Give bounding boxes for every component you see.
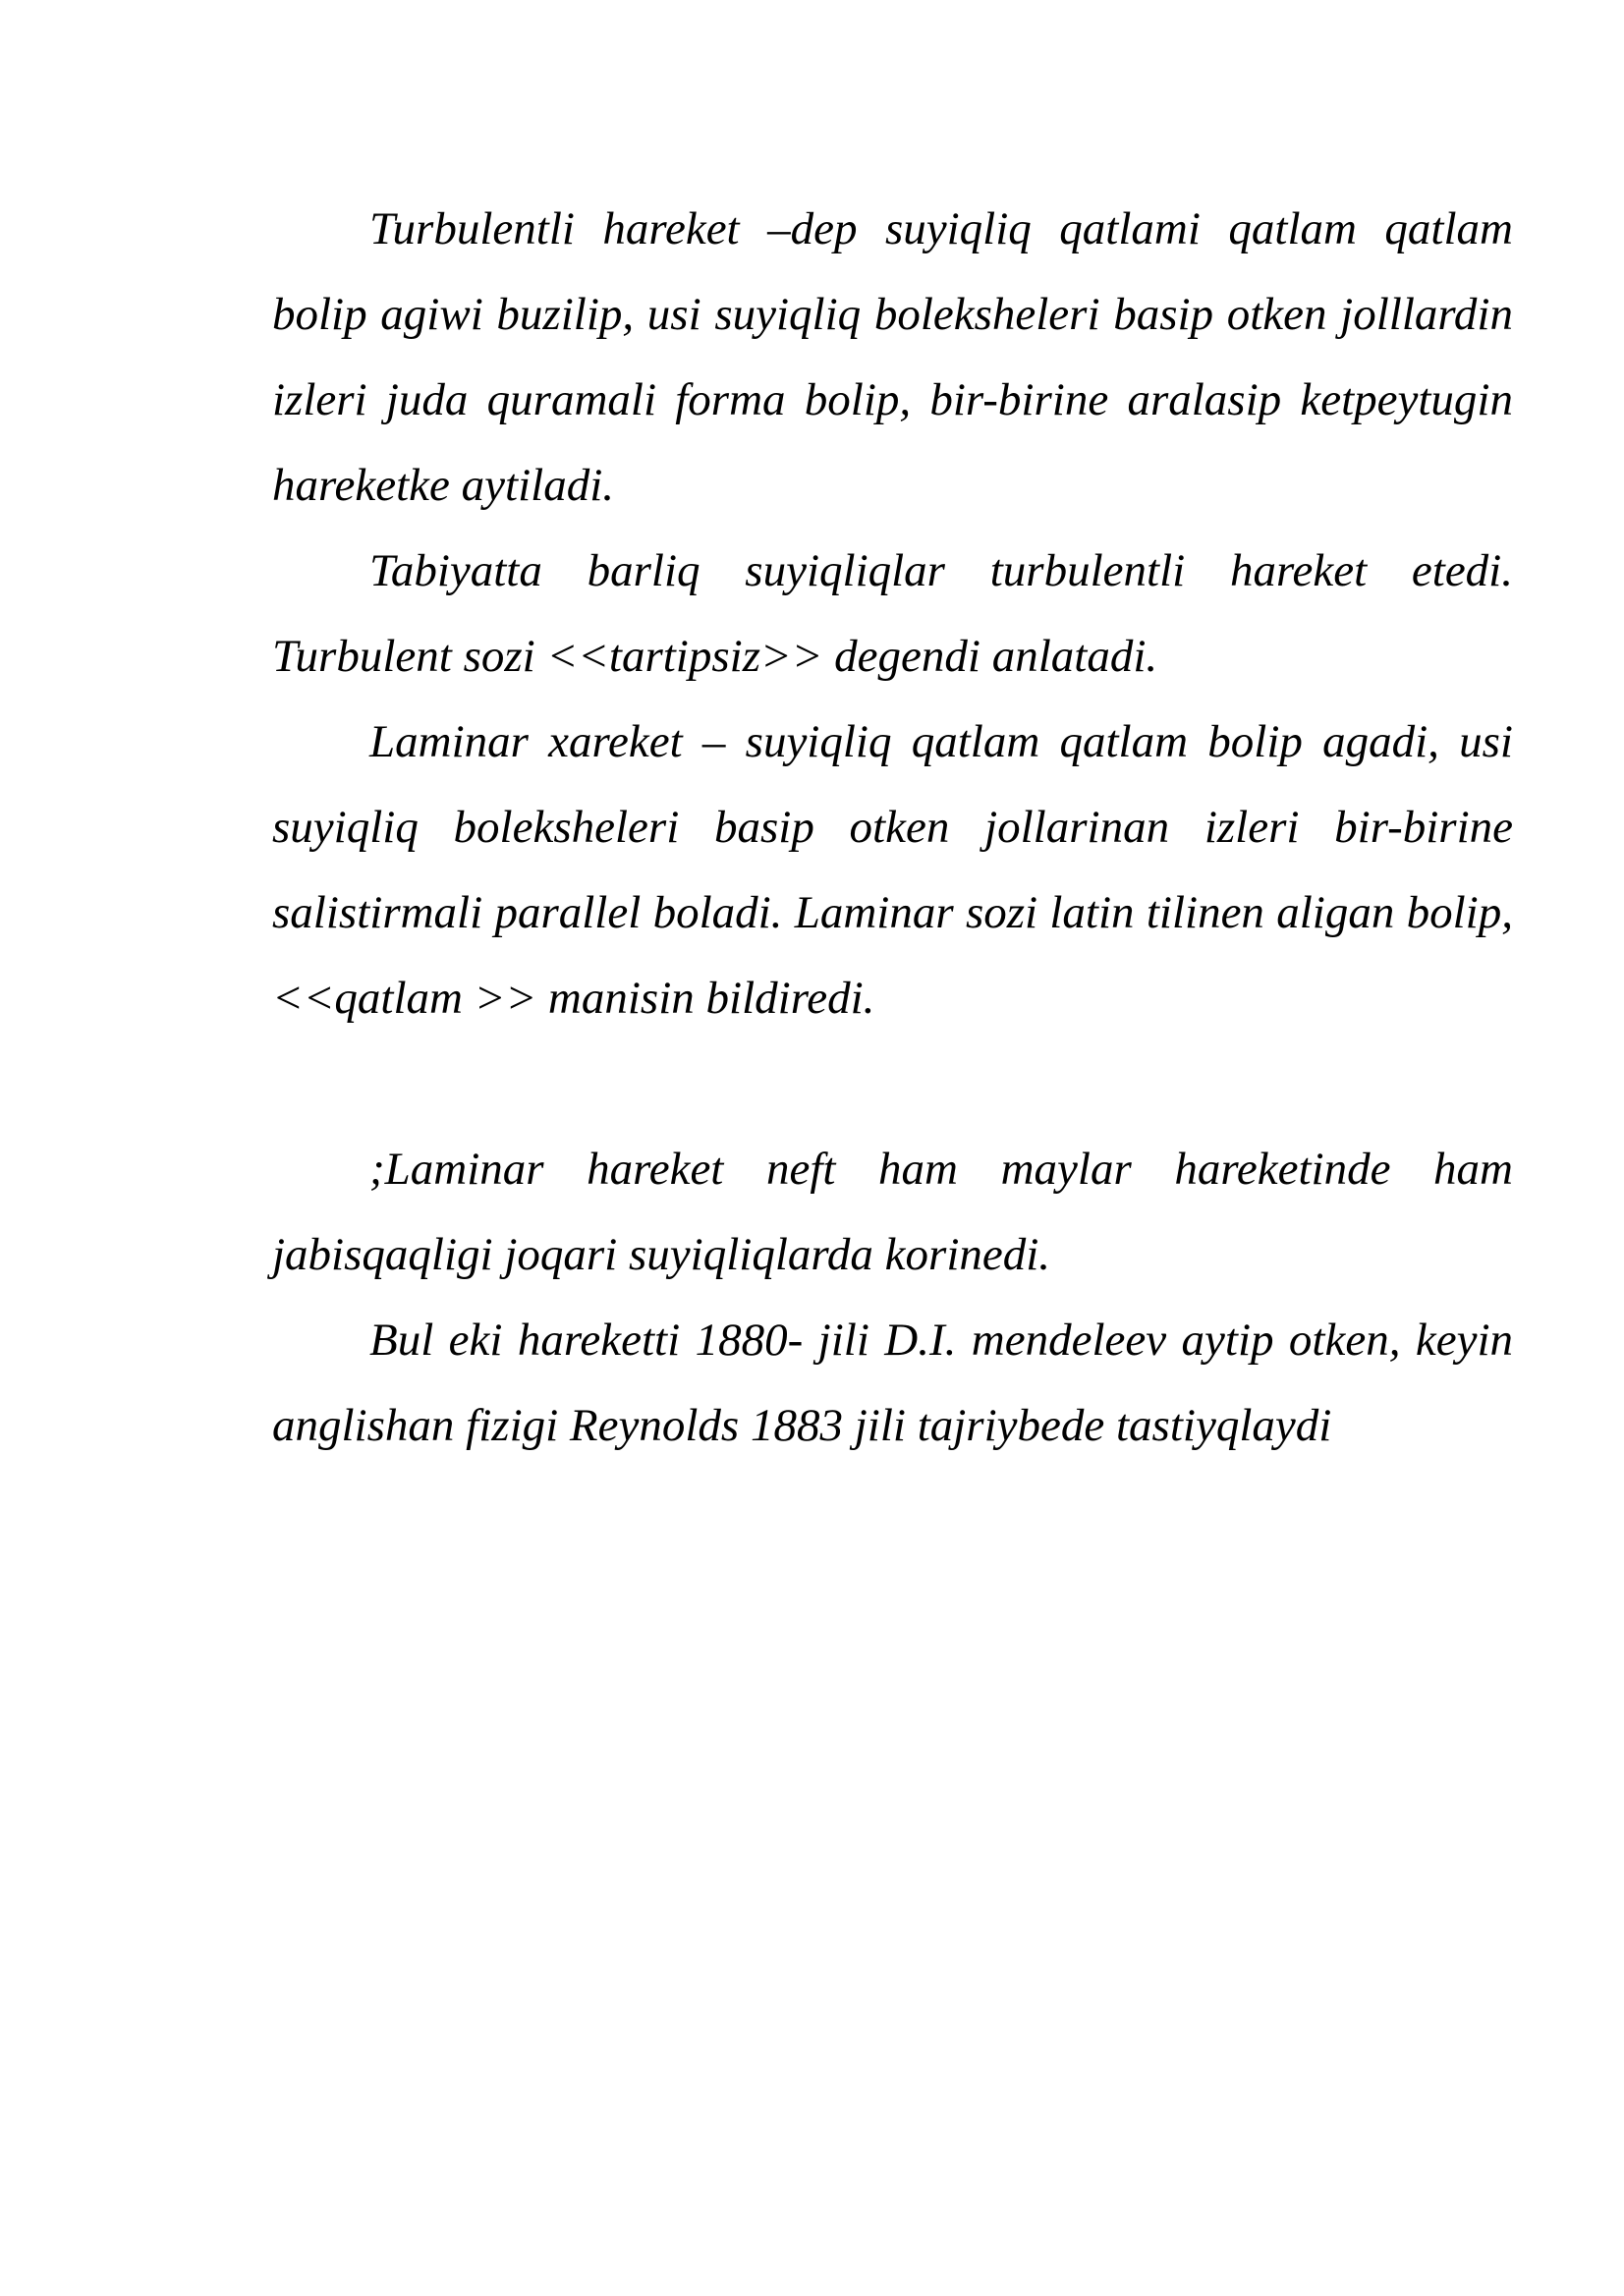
paragraph-turbulent-definition: Turbulentli hareket –dep suyiqliq qatlami qatlam qatlam bolip agiwi buzilip, usi suyiqliq boleksheleri basip otken jolllardin izleri juda quramali forma bolip, bir-birine aralasip ketpeytugin hareketke aytiladi. xyxy=(272,203,1513,511)
paragraph-spacer xyxy=(272,1041,1513,1127)
paragraph-history: Bul eki hareketti 1880- jili D.I. mendeleev aytip otken, keyin anglishan fizigi Reynolds 1883 jili tajriybede tastiyqlaydi xyxy=(272,1315,1513,1451)
document-body xyxy=(272,187,1513,1469)
paragraph-nature-turbulent: Tabiyatta barliq suyiqliqlar turbulentli hareket etedi. Turbulent sozi <<tartipsiz>> degendi anlatadi. xyxy=(272,545,1513,682)
paragraph-laminar-definition: Laminar xareket – suyiqliq qatlam qatlam bolip agadi, usi suyiqliq boleksheleri basip otken jollarinan izleri bir-birine salistirmali parallel boladi. Laminar sozi latin tilinen aligan bolip, <<qatlam >> manisin bildiredi. xyxy=(272,716,1513,1024)
paragraph-laminar-oils: ;Laminar hareket neft ham maylar hareketinde ham jabisqaqligi joqari suyiqliqlarda korinedi. xyxy=(272,1144,1513,1280)
